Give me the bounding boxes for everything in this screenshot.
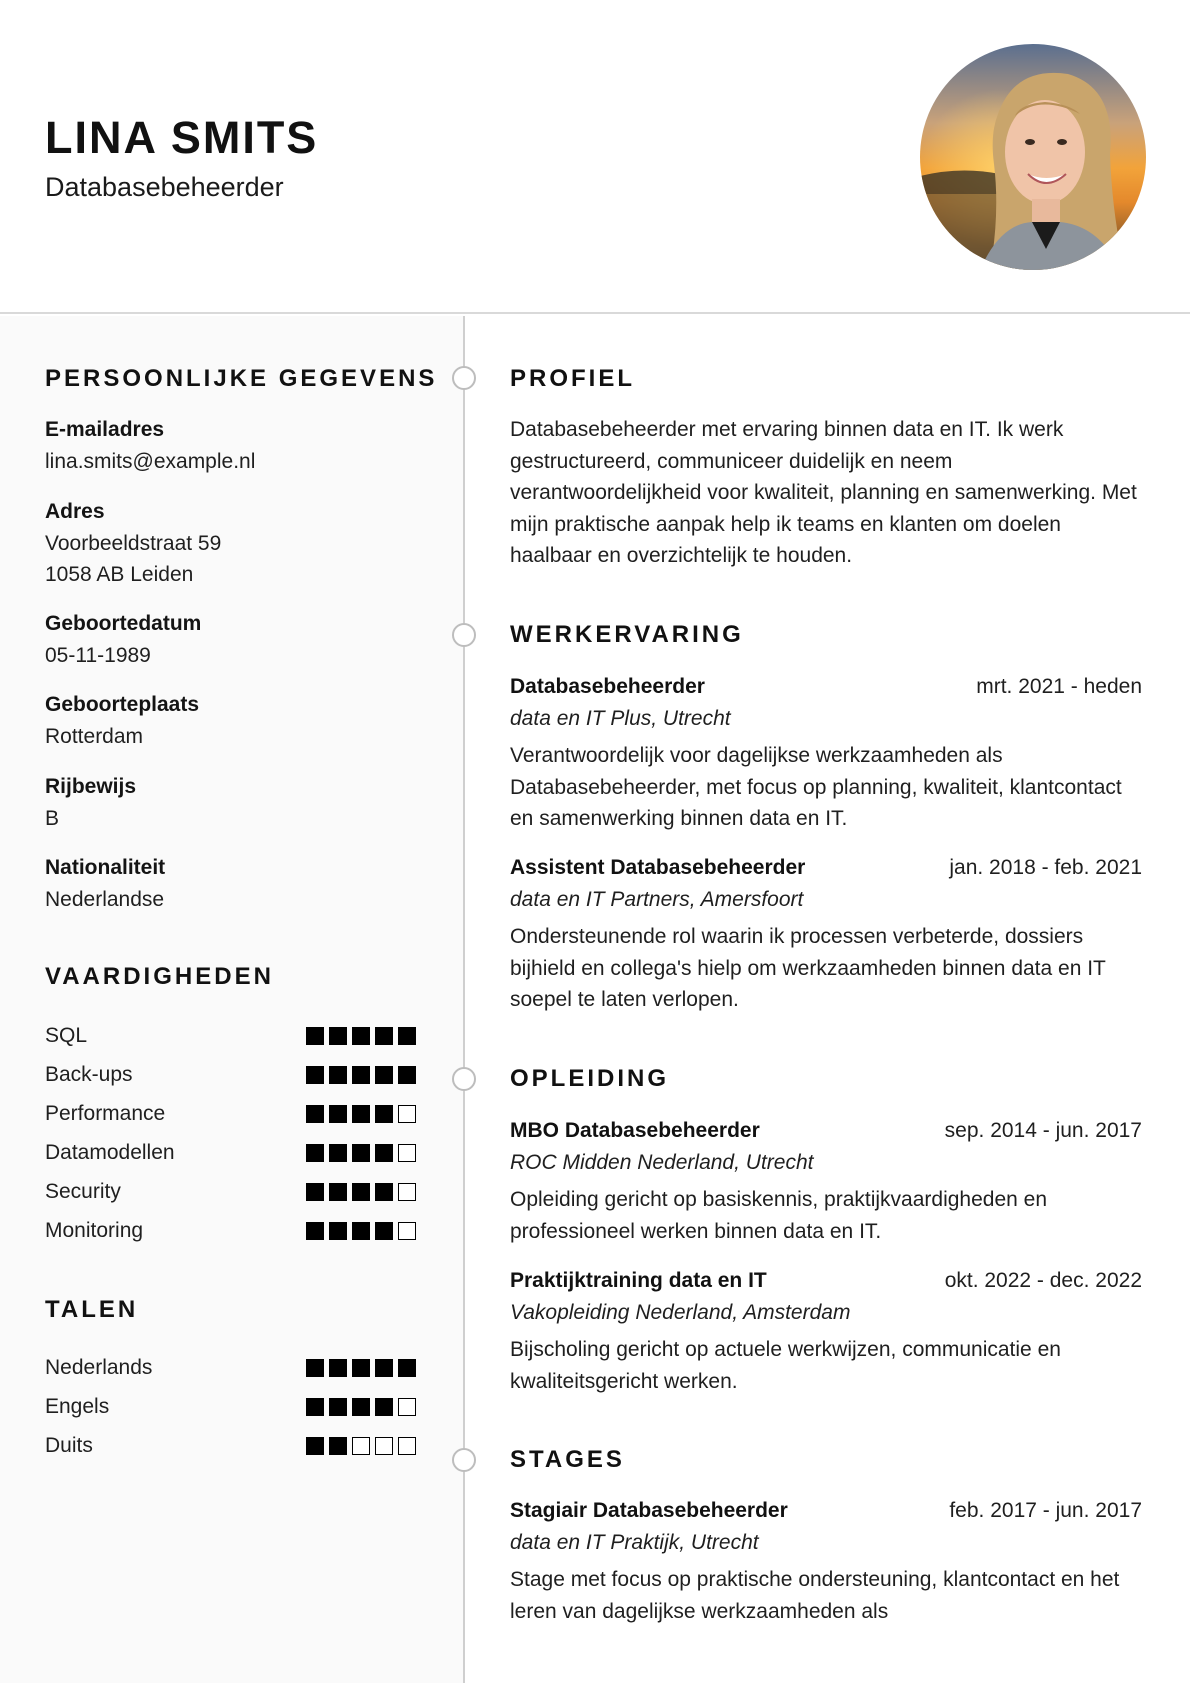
rating-square-filled <box>329 1222 347 1240</box>
email-block <box>45 414 445 477</box>
entry-organization: ROC Midden Nederland, Utrecht <box>510 1151 814 1174</box>
rating-indicator <box>306 1066 416 1084</box>
entry-description: Bijscholing gericht op actuele werkwijzen, communicatie en kwaliteitsgericht werken. <box>510 1338 1061 1393</box>
job-title: Databasebeheerder <box>45 172 284 202</box>
rating-indicator <box>306 1105 416 1123</box>
entry-title: Databasebeheerder <box>510 675 705 698</box>
language-name: Nederlands <box>45 1356 153 1379</box>
skill-row <box>45 1177 425 1207</box>
rating-square-filled <box>352 1027 370 1045</box>
timeline-dot-profile <box>452 366 476 390</box>
rating-square-filled <box>352 1144 370 1162</box>
language-row <box>45 1392 425 1422</box>
internships-heading: STAGES <box>510 1446 625 1473</box>
skill-row <box>45 1138 425 1168</box>
entry-title: Assistent Databasebeheerder <box>510 856 806 879</box>
skill-name: Performance <box>45 1102 166 1125</box>
license-value: B <box>45 807 60 830</box>
entry-description: Stage met focus op praktische ondersteuning, klantcontact en het leren van dagelijkse werkzaamheden als <box>510 1568 1120 1623</box>
rating-square-filled <box>306 1398 324 1416</box>
rating-square-empty <box>398 1105 416 1123</box>
entry-title: Stagiair Databasebeheerder <box>510 1499 788 1522</box>
entry-organization: Vakopleiding Nederland, Amsterdam <box>510 1301 851 1324</box>
address-line2: 1058 AB Leiden <box>45 563 194 586</box>
internship-entry <box>510 1495 1142 1627</box>
rating-square-filled <box>329 1144 347 1162</box>
entry-organization: data en IT Praktijk, Utrecht <box>510 1531 759 1554</box>
address-label: Adres <box>45 500 105 523</box>
entry-date: mrt. 2021 - heden <box>976 675 1142 698</box>
language-row <box>45 1431 425 1461</box>
rating-square-filled <box>375 1359 393 1377</box>
rating-square-filled <box>329 1183 347 1201</box>
rating-indicator <box>306 1437 416 1455</box>
cv-header <box>0 0 1190 314</box>
rating-square-filled <box>306 1105 324 1123</box>
rating-square-filled <box>329 1105 347 1123</box>
rating-square-empty <box>398 1398 416 1416</box>
rating-square-filled <box>352 1066 370 1084</box>
rating-indicator <box>306 1027 416 1045</box>
skill-name: Monitoring <box>45 1219 144 1242</box>
entry-title: MBO Databasebeheerder <box>510 1119 760 1142</box>
rating-square-empty <box>398 1144 416 1162</box>
personal-details-heading: PERSOONLIJKE GEGEVENS <box>45 365 438 392</box>
entry-title: Praktijktraining data en IT <box>510 1269 767 1292</box>
nationality-value: Nederlandse <box>45 888 165 911</box>
entry-date: jan. 2018 - feb. 2021 <box>949 856 1142 879</box>
entry-date: okt. 2022 - dec. 2022 <box>944 1269 1142 1292</box>
rating-square-filled <box>375 1144 393 1162</box>
timeline-dot-experience <box>452 623 476 647</box>
rating-square-filled <box>306 1183 324 1201</box>
entry-date: feb. 2017 - jun. 2017 <box>949 1499 1142 1522</box>
rating-indicator <box>306 1222 416 1240</box>
rating-indicator <box>306 1183 416 1201</box>
skill-row <box>45 1099 425 1129</box>
rating-square-filled <box>352 1183 370 1201</box>
birthplace-label: Geboorteplaats <box>45 693 200 716</box>
profile-heading: PROFIEL <box>510 365 636 392</box>
rating-indicator <box>306 1144 416 1162</box>
skill-row <box>45 1060 425 1090</box>
rating-square-filled <box>352 1359 370 1377</box>
education-entry <box>510 1115 1142 1247</box>
birthdate-value: 05-11-1989 <box>45 644 151 667</box>
rating-square-filled <box>329 1398 347 1416</box>
timeline-dot-internships <box>452 1448 476 1472</box>
skill-name: Security <box>45 1180 121 1203</box>
timeline-dot-education <box>452 1067 476 1091</box>
education-heading: OPLEIDING <box>510 1065 670 1092</box>
nationality-block <box>45 852 445 915</box>
timeline-line <box>463 316 465 1683</box>
address-block <box>45 496 445 590</box>
birthplace-block <box>45 689 445 752</box>
rating-square-filled <box>375 1398 393 1416</box>
email-value: lina.smits@example.nl <box>45 450 256 473</box>
birthdate-label: Geboortedatum <box>45 612 202 635</box>
skill-name: Back-ups <box>45 1063 133 1086</box>
rating-square-filled <box>329 1066 347 1084</box>
experience-heading: WERKERVARING <box>510 621 744 648</box>
rating-square-filled <box>398 1027 416 1045</box>
rating-square-filled <box>375 1105 393 1123</box>
rating-square-filled <box>329 1359 347 1377</box>
rating-square-filled <box>398 1066 416 1084</box>
rating-square-filled <box>329 1027 347 1045</box>
entry-date: sep. 2014 - jun. 2017 <box>944 1119 1142 1142</box>
rating-square-filled <box>352 1105 370 1123</box>
profile-text: Databasebeheerder met ervaring binnen data en IT. Ik werk gestructureerd, communiceer duidelijk en neem verantwoordelijkheid voor kwaliteit, planning en samenwerking. Met mijn praktische aanpak help ik teams en klanten om doelen haalbaar en overzichtelijk te houden. <box>510 418 1137 567</box>
rating-square-filled <box>306 1222 324 1240</box>
license-label: Rijbewijs <box>45 775 137 798</box>
email-label: E-mailadres <box>45 418 165 441</box>
rating-square-filled <box>306 1359 324 1377</box>
rating-square-filled <box>375 1066 393 1084</box>
profile-photo <box>920 44 1146 270</box>
license-block <box>45 771 445 834</box>
language-name: Engels <box>45 1395 110 1418</box>
experience-entry <box>510 671 1142 835</box>
skill-name: SQL <box>45 1024 88 1047</box>
rating-square-filled <box>352 1398 370 1416</box>
birthplace-value: Rotterdam <box>45 725 144 748</box>
skill-row <box>45 1021 425 1051</box>
rating-square-empty <box>398 1222 416 1240</box>
rating-square-filled <box>352 1222 370 1240</box>
nationality-label: Nationaliteit <box>45 856 166 879</box>
entry-description: Ondersteunende rol waarin ik processen verbeterde, dossiers bijhield en collega's hielp om werkzaamheden binnen data en IT soepel te laten verlopen. <box>510 925 1106 1011</box>
rating-square-empty <box>352 1437 370 1455</box>
rating-square-filled <box>375 1222 393 1240</box>
entry-description: Opleiding gericht op basiskennis, praktijkvaardigheden en professioneel werken binnen data en IT. <box>510 1188 1047 1243</box>
rating-indicator <box>306 1398 416 1416</box>
rating-square-filled <box>329 1437 347 1455</box>
rating-square-filled <box>398 1359 416 1377</box>
skills-heading: VAARDIGHEDEN <box>45 963 274 990</box>
rating-indicator <box>306 1359 416 1377</box>
rating-square-filled <box>306 1144 324 1162</box>
person-name: LINA SMITS <box>45 112 319 163</box>
rating-square-filled <box>375 1027 393 1045</box>
rating-square-filled <box>306 1027 324 1045</box>
language-row <box>45 1353 425 1383</box>
skill-row <box>45 1216 425 1246</box>
address-line1: Voorbeeldstraat 59 <box>45 532 222 555</box>
entry-description: Verantwoordelijk voor dagelijkse werkzaamheden als Databasebeheerder, met focus op planning, kwaliteit, klantcontact en samenwerking binnen data en IT. <box>510 744 1122 830</box>
entry-organization: data en IT Partners, Amersfoort <box>510 888 804 911</box>
entry-organization: data en IT Plus, Utrecht <box>510 707 731 730</box>
profile-photo-image <box>920 44 1146 270</box>
experience-entry <box>510 852 1142 1016</box>
skill-name: Datamodellen <box>45 1141 175 1164</box>
rating-square-filled <box>306 1066 324 1084</box>
birthdate-block <box>45 608 445 671</box>
rating-square-empty <box>375 1437 393 1455</box>
languages-heading: TALEN <box>45 1296 139 1323</box>
education-entry <box>510 1265 1142 1397</box>
rating-square-empty <box>398 1183 416 1201</box>
rating-square-empty <box>398 1437 416 1455</box>
language-name: Duits <box>45 1434 93 1457</box>
rating-square-filled <box>375 1183 393 1201</box>
rating-square-filled <box>306 1437 324 1455</box>
